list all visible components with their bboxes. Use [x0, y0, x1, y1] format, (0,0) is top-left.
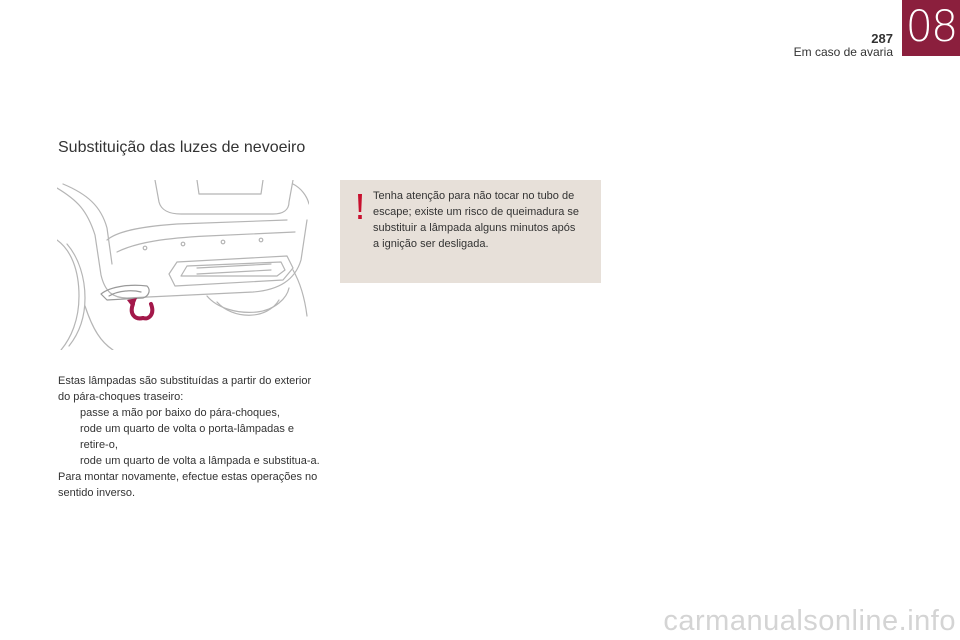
- instructions-outro: Para montar novamente, efectue estas operações no sentido inverso.: [58, 471, 318, 499]
- watermark: carmanualsonline.info: [663, 605, 956, 637]
- section-title: Substituição das luzes de nevoeiro: [58, 139, 306, 156]
- instruction-step-text: passe a mão por baixo do pára-choques,: [80, 407, 280, 419]
- warning-text: Tenha atenção para não tocar no tubo de escape; existe um risco de queimadura se substituir a lâmpada alguns minutos após a ignição ser desligada.: [373, 190, 580, 250]
- exclamation-warning-icon: [353, 194, 367, 220]
- instruction-step-text: rode um quarto de volta o porta-lâmpadas e retire-o,: [80, 423, 295, 451]
- instructions-intro: Estas lâmpadas são substituídas a partir do exterior do pára-choques traseiro:: [58, 375, 312, 403]
- rear-bumper-illustration: [57, 180, 309, 350]
- chapter-title: Em caso de avaria: [793, 45, 893, 59]
- instruction-step: [58, 405, 323, 421]
- instruction-step-text: rode um quarto de volta a lâmpada e substitua-a.: [80, 455, 320, 467]
- chapter-number-tab: 08: [902, 0, 960, 56]
- warning-box: [340, 180, 601, 283]
- page-number: 287: [871, 31, 893, 46]
- rotate-arrow-icon: [132, 304, 153, 318]
- instruction-step: [58, 421, 323, 453]
- instruction-step: [58, 453, 323, 469]
- instructions: [58, 373, 323, 501]
